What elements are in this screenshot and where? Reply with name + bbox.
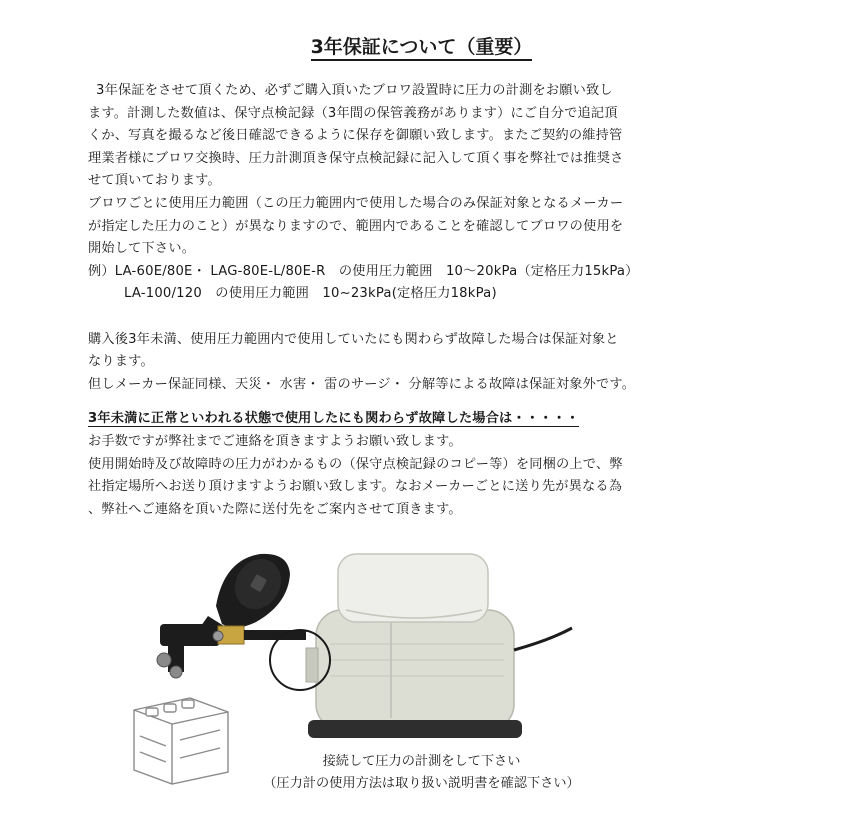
paragraph-4-line-1: お手数ですが弊社までご連絡を頂きますようお願い致します。 xyxy=(88,433,462,449)
paragraph-4-line-2: 使用開始時及び故障時の圧力がわかるもの（保守点検記録のコピー等）を同梱の上で、弊 xyxy=(88,456,623,472)
section-heading-text: 3年未満に正常といわれる状態で使用したにも関わらず故障した場合は・・・・・ xyxy=(88,411,580,427)
paragraph-3-line-3: 但しメーカー保証同様、天災・ 水害・ 雷のサージ・ 分解等による故障は保証対象外です。 xyxy=(88,376,636,392)
paragraph-2-line-3: 開始して下さい。 xyxy=(88,241,196,257)
figure-caption-line-2: （圧力計の使用方法は取り扱い説明書を確認下さい） xyxy=(263,776,580,791)
spacer xyxy=(88,306,728,329)
spacer xyxy=(88,396,728,408)
paragraph-1-line-4: 理業者様にブロワ交換時、圧力計測頂き保守点検記録に記入して頂く事を弊社では推奨さ xyxy=(88,150,624,166)
pressure-gauge-icon xyxy=(157,550,306,678)
paragraph-2-line-2: が指定した圧力のこと）が異なりますので、範囲内であることを確認してブロワの使用を xyxy=(88,218,624,234)
figure-caption-line-1: 接続して圧力の計測をして下さい xyxy=(322,754,521,769)
paragraph-3-line-2: なります。 xyxy=(88,354,154,370)
paragraph-2-line-1: ブロワごとに使用圧力範囲（この圧力範囲内で使用した場合のみ保証対象となるメーカー xyxy=(88,195,624,211)
paragraph-1-line-3: くか、写真を撮るなど後日確認できるように保存を御願い致します。またご契約の維持管 xyxy=(88,128,623,144)
section-heading xyxy=(88,408,728,431)
paragraph-1-line-5: せて頂いております。 xyxy=(88,173,221,189)
page-title-text: 3年保証について（重要） xyxy=(311,36,533,61)
example-line-1: 例）LA-60E/80E・ LAG-80E-L/80E-R の使用圧力範囲 10～20kPa（定格圧力15kPa） xyxy=(88,263,639,279)
document-body xyxy=(88,80,728,521)
paragraph-4-line-4: 、弊社へご連絡を頂いた際に送付先をご案内させて頂きます。 xyxy=(88,501,462,517)
paragraph-3-line-1: 購入後3年未満、使用圧力範囲内で使用していたにも関わらず故障した場合は保証対象と xyxy=(88,331,619,347)
paragraph-4-line-3: 社指定場所へお送り頂けますようお願い致します。なおメーカーごとに送り先が異なる為 xyxy=(88,479,623,495)
example-line-2: LA-100/120 の使用圧力範囲 10~23kPa(定格圧力18kPa) xyxy=(124,286,497,302)
paragraph-1-line-1: 3年保証をさせて頂くため、必ずご購入頂いたブロワ設置時に圧力の計測をお願い致し xyxy=(96,83,613,98)
air-blower-icon xyxy=(306,554,572,738)
paragraph-1-line-2: ます。計測した数値は、保守点検記録（3年間の保管義務があります）にご自分で追記頂 xyxy=(88,105,618,121)
page-title xyxy=(0,32,843,59)
